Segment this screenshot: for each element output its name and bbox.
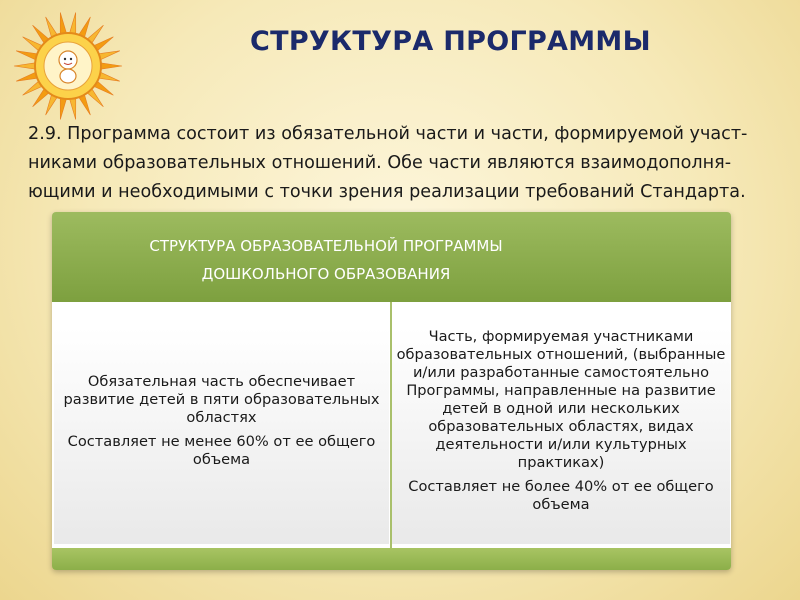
- table-header-line: СТРУКТУРА ОБРАЗОВАТЕЛЬНОЙ ПРОГРАММЫ: [149, 237, 503, 255]
- paragraph-line: ющими и необходимыми с точки зрения реализации требований Стандарта.: [28, 182, 746, 202]
- table-footer-bar: [52, 548, 731, 570]
- sun-logo-icon: [12, 10, 124, 122]
- table-body: [52, 302, 731, 548]
- slide-title: СТРУКТУРА ПРОГРАММЫ: [250, 26, 651, 57]
- table-header-line: ДОШКОЛЬНОГО ОБРАЗОВАНИЯ: [201, 265, 451, 283]
- variable-part-share: Составляет не более 40% от ее общего объема: [408, 478, 714, 513]
- mandatory-part-share: Составляет не менее 60% от ее общего объема: [67, 433, 376, 468]
- mandatory-part-cell: [54, 304, 389, 544]
- structure-table: [52, 212, 731, 570]
- paragraph-line: 2.9. Программа состоит из обязательной части и части, формируемой участ-: [28, 124, 748, 144]
- mandatory-part-text: Обязательная часть обеспечивает развитие детей в пяти образовательных областях: [63, 373, 380, 426]
- variable-part-text: Часть, формируемая участниками образовательных отношений, (выбранные и/или разработанные самостоятельно Программы, направленные на развитие детей в одной или нескольких образовательных областях, видах деятельности и/или культурных практиках): [396, 328, 726, 471]
- variable-part-cell: [392, 304, 730, 544]
- table-header: [52, 212, 731, 302]
- intro-paragraph: [28, 120, 768, 207]
- paragraph-line: никами образовательных отношений. Обе части являются взаимодополня-: [28, 153, 732, 173]
